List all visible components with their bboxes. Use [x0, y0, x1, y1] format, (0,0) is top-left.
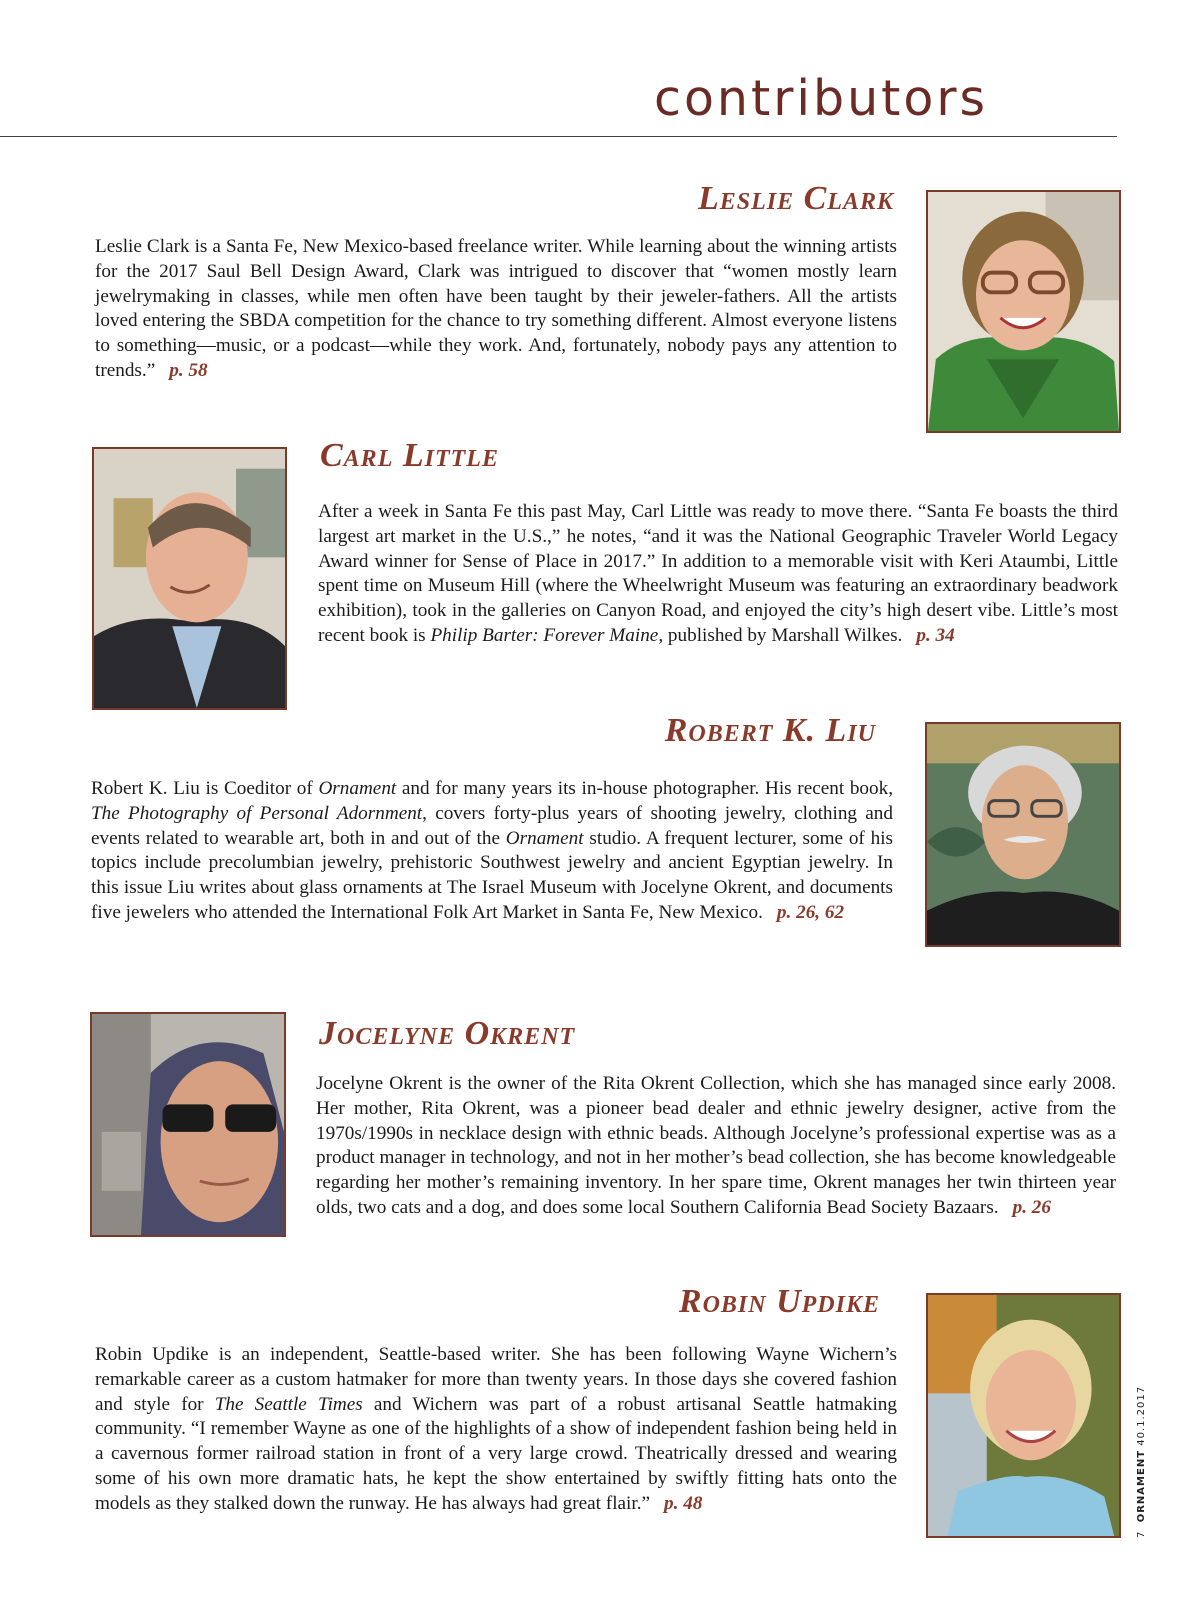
portrait-jocelyne-okrent: [90, 1012, 286, 1237]
contributor-name-carl-little: Carl Little: [320, 437, 499, 474]
section-title: contributors: [654, 70, 988, 127]
contributor-name-jocelyne-okrent: Jocelyne Okrent: [319, 1015, 576, 1052]
page-reference[interactable]: p. 34: [916, 624, 955, 646]
contributor-bio-leslie-clark: Leslie Clark is a Santa Fe, New Mexico-based freelance writer. While learning about the winning artists for the 2017 Saul Bell Design Award, Clark was intrigued to discover that “women mostly learn jewelrymaking in classes, while men often have been taught by their jeweler-fathers. All the artists loved entering the SBDA competition for the chance to try something different. Almost everyone listens to something—music, or a podcast—while they work. And, fortunately, nobody pays any attention to trends.” p. 58: [95, 236, 897, 381]
page-reference[interactable]: p. 48: [664, 1492, 703, 1514]
portrait-carl-little: [92, 447, 287, 710]
page-folio: 7 ORNAMENT 40.1.2017: [1136, 1385, 1147, 1538]
page-reference[interactable]: p. 26: [1012, 1196, 1051, 1218]
contributor-bio-robin-updike: Robin Updike is an independent, Seattle-based writer. She has been following Wayne Wichern’s remarkable career as a custom hatmaker for more than twenty years. In those days she covered fashion and style for The Seattle Times and Wichern was part of a robust artisanal Seattle hatmaking community. “I remember Wayne as one of the highlights of a show of independent fashion being held in a cavernous former railroad station in front of a very large crowd. Theatrically dressed and wearing some of his own more dramatic hats, he kept the show entertained by swiftly fitting hats onto the models as they stalked down the runway. He has always had great flair.” p. 48: [95, 1344, 897, 1514]
portrait-robert-k-liu: [925, 722, 1121, 947]
contributor-bio-robert-k-liu: Robert K. Liu is Coeditor of Ornament and for many years its in-house photographer. His recent book, The Photography of Personal Adornment, covers forty-plus years of shooting jewelry, clothing and events related to wearable art, both in and out of the Ornament studio. A frequent lecturer, some of his topics include precolumbian jewelry, prehistoric Southwest jewelry and ancient Egyptian jewelry. In this issue Liu writes about glass ornaments at The Israel Museum with Jocelyne Okrent, and documents five jewelers who attended the International Folk Art Market in Santa Fe, New Mexico. p. 26, 62: [91, 778, 894, 923]
contributor-name-leslie-clark: Leslie Clark: [698, 180, 894, 217]
contributor-name-robin-updike: Robin Updike: [678, 1283, 880, 1320]
portrait-robin-updike: [926, 1293, 1121, 1538]
contributor-name-robert-k-liu: Robert K. Liu: [664, 712, 876, 749]
page-reference[interactable]: p. 26, 62: [776, 901, 845, 923]
contributor-bio-carl-little: After a week in Santa Fe this past May, Carl Little was ready to move there. “Santa Fe boasts the third largest art market in the U.S.,” he notes, “and it was the National Geographic Traveler World Legacy Award winner for Sense of Place in 2017.” In addition to a memorable visit with Keri Ataumbi, Little spent time on Museum Hill (where the Wheelwright Museum was featuring an extraordinary beadwork exhibition), took in the galleries on Canyon Road, and enjoyed the city’s high desert vibe. Little’s most recent book is Philip Barter: Forever Maine, published by Marshall Wilkes. p. 34: [318, 501, 1118, 646]
page-reference[interactable]: p. 58: [169, 359, 208, 381]
contributor-bio-jocelyne-okrent: Jocelyne Okrent is the owner of the Rita Okrent Collection, which she has managed since early 2008. Her mother, Rita Okrent, was a pioneer bead dealer and ethnic jewelry designer, active from the 1970s/1990s in necklace design with ethnic beads. Although Jocelyne’s professional expertise was as a product manager in technology, and not in her mother’s bead collection, she has become knowledgeable regarding her mother’s remaining inventory. In her spare time, Okrent manages her twin thirteen year olds, two cats and a dog, and does some local Southern California Bead Society Bazaars. p. 26: [316, 1073, 1116, 1218]
header-rule: [0, 136, 1117, 137]
portrait-leslie-clark: [926, 190, 1121, 433]
